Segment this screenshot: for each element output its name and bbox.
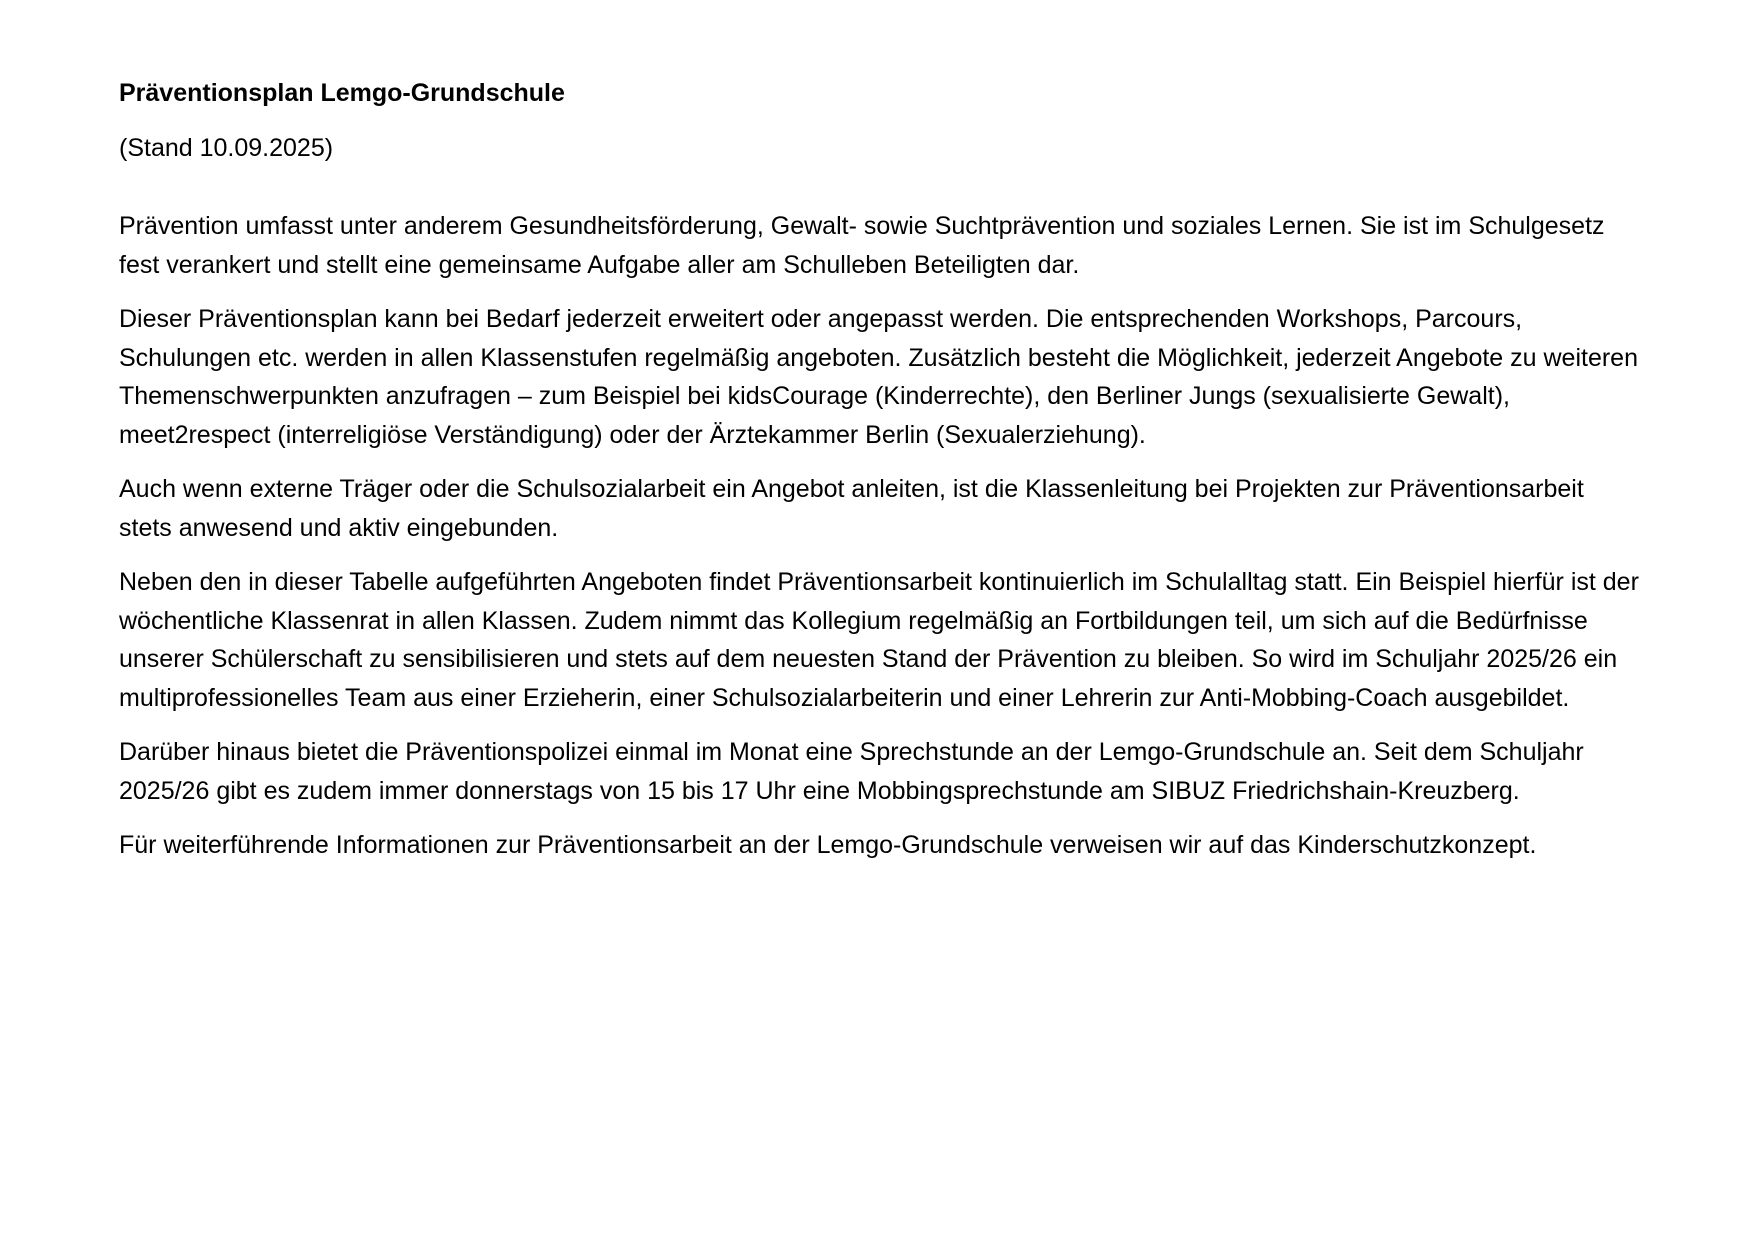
document-status-date: (Stand 10.09.2025) xyxy=(119,134,334,162)
paragraph-class-leadership: Auch wenn externe Träger oder die Schulsozialarbeit ein Angebot anleiten, ist die Klassenleitung bei Projekten zur Präventionsarbeit stets anwesend und aktiv eingebunden. xyxy=(119,475,1584,542)
paragraph-further-information: Für weiterführende Informationen zur Präventionsarbeit an der Lemgo-Grundschule verweisen wir auf das Kinderschutzkonzept. xyxy=(119,831,1537,859)
paragraph-everyday-prevention: Neben den in dieser Tabelle aufgeführten Angeboten findet Präventionsarbeit kontinuierlich im Schulalltag statt. Ein Beispiel hierfür ist der wöchentliche Klassenrat in allen Klassen. Zudem nimmt das Kollegium regelmäßig an Fortbildungen teil, um sich auf die Bedürfnisse unserer Schülerschaft zu sensibilisieren und stets auf dem neuesten Stand der Prävention zu bleiben. So wird im Schuljahr 2025/26 ein multiprofessionelles Team aus einer Erzieherin, einer Schulsozialarbeiterin und einer Lehrerin zur Anti-Mobbing-Coach ausgebildet. xyxy=(119,568,1639,712)
document-page xyxy=(119,74,1639,865)
paragraph-police-consultation: Darüber hinaus bietet die Präventionspolizei einmal im Monat eine Sprechstunde an der Lemgo-Grundschule an. Seit dem Schuljahr 2025/26 gibt es zudem immer donnerstags von 15 bis 17 Uhr eine Mobbingsprechstunde am SIBUZ Friedrichshain-Kreuzberg. xyxy=(119,738,1584,805)
document-title: Präventionsplan Lemgo-Grundschule xyxy=(119,79,565,107)
paragraph-prevention-definition: Prävention umfasst unter anderem Gesundheitsförderung, Gewalt- sowie Suchtprävention und soziales Lernen. Sie ist im Schulgesetz fest verankert und stellt eine gemeinsame Aufgabe aller am Schulleben Beteiligten dar. xyxy=(119,212,1605,279)
paragraph-plan-offers: Dieser Präventionsplan kann bei Bedarf jederzeit erweitert oder angepasst werden. Die entsprechenden Workshops, Parcours, Schulungen etc. werden in allen Klassenstufen regelmäßig angeboten. Zusätzlich besteht die Möglichkeit, jederzeit Angebote zu weiteren Themenschwerpunkten anzufragen – zum Beispiel bei kidsCourage (Kinderrechte), den Berliner Jungs (sexualisierte Gewalt), meet2respect (interreligiöse Verständigung) oder der Ärztekammer Berlin (Sexualerziehung). xyxy=(119,305,1638,449)
